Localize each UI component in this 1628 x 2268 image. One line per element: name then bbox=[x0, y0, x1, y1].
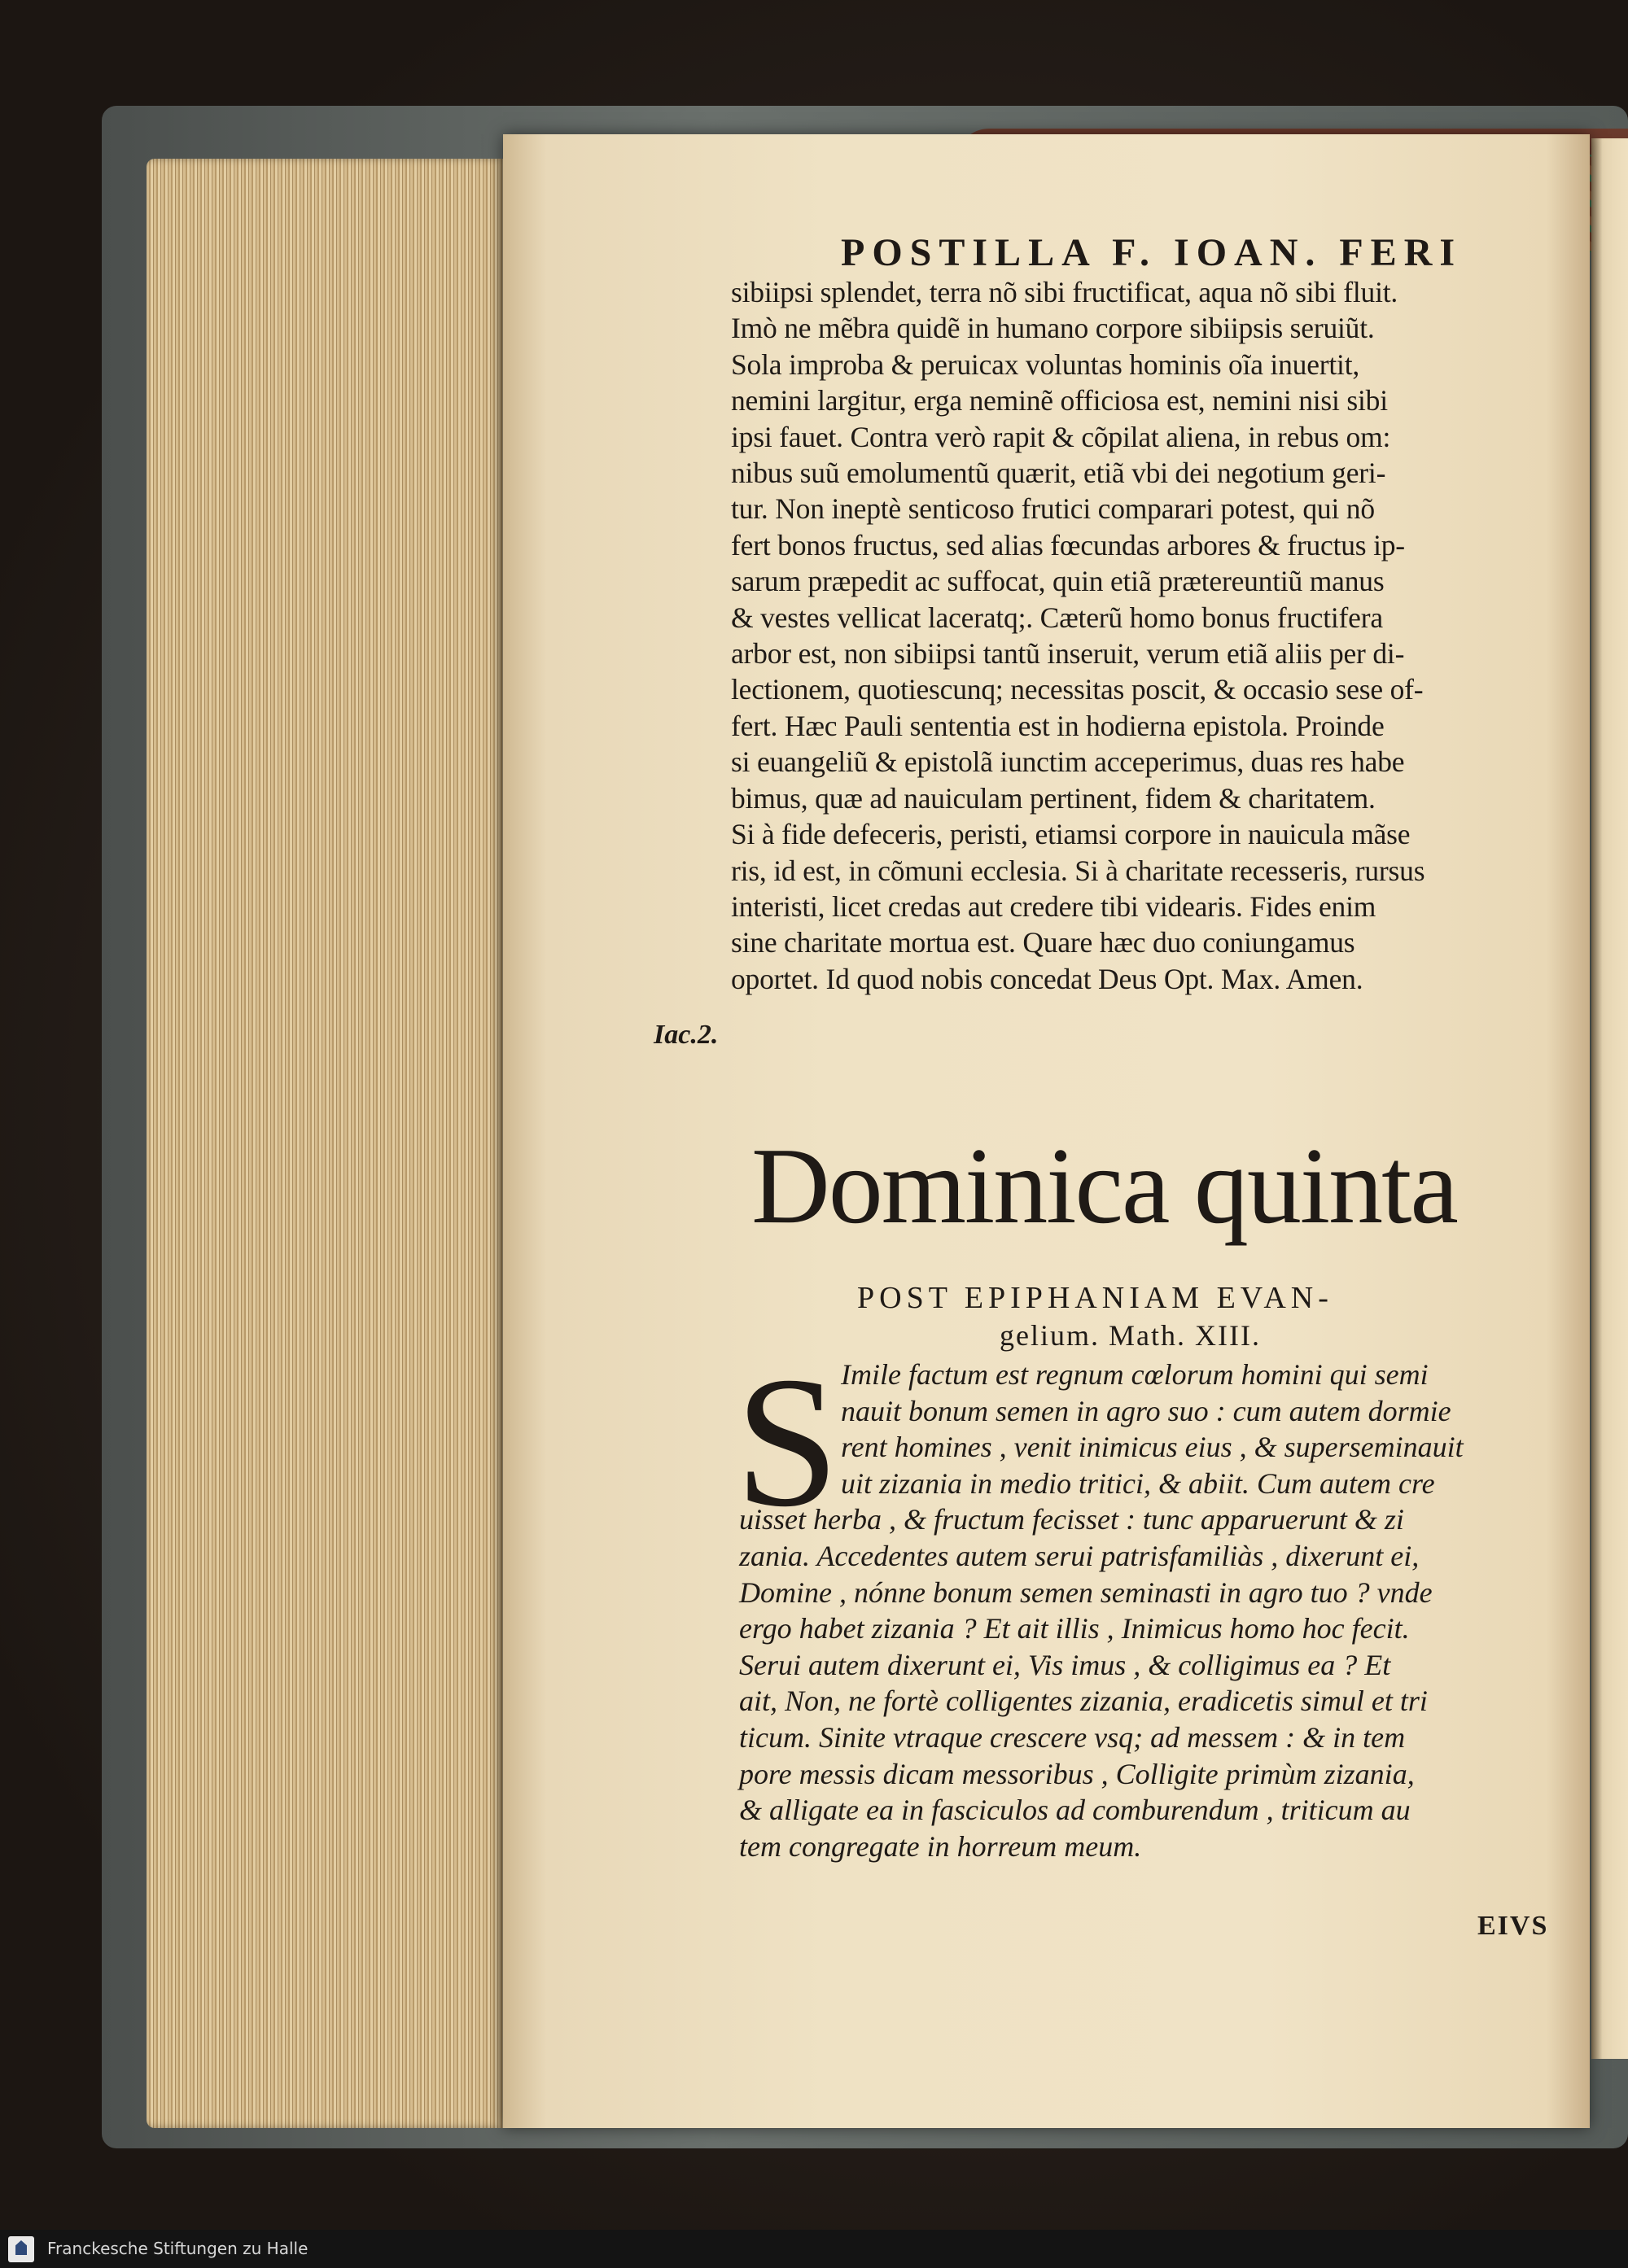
gospel-line: Serui autem dixerunt ei, Vis imus , & colligimus ea ? Et bbox=[739, 1648, 1391, 1681]
page-block-edges bbox=[147, 159, 505, 2128]
body-line: fert bonos fructus, sed alias fœcundas arbores & fructus ip- bbox=[731, 528, 1405, 562]
body-line: nibus suũ emolumentũ quærit, etiã vbi dei negotium geri- bbox=[731, 457, 1386, 490]
gospel-line: uit zizania in medio tritici, & abiit. Cum autem cre bbox=[841, 1466, 1435, 1500]
body-line: sarum præpedit ac suffocat, quin etiã prætereuntiũ manus bbox=[731, 565, 1385, 598]
body-line: sine charitate mortua est. Quare hæc duo coniungamus bbox=[731, 926, 1355, 959]
body-line: tur. Non ineptè senticoso frutici comparari potest, qui nõ bbox=[731, 492, 1375, 526]
body-line: si euangeliũ & epistolã iunctim acceperimus, duas res habe bbox=[731, 745, 1405, 779]
catchword: EIVS bbox=[1477, 1911, 1549, 1941]
section-subtitle-reference: gelium. Math. XIII. bbox=[1000, 1319, 1261, 1352]
gospel-line: uisset herba , & fructum fecisset : tunc apparuerunt & zi bbox=[739, 1503, 1404, 1536]
gospel-line: rent homines , venit inimicus eius , & superseminauit bbox=[841, 1431, 1464, 1464]
body-line: sibiipsi splendet, terra nõ sibi fructificat, aqua nõ sibi fluit. bbox=[731, 276, 1398, 308]
body-text bbox=[731, 274, 1586, 997]
body-line: ipsi fauet. Contra verò rapit & cõpilat aliena, in rebus om: bbox=[731, 420, 1391, 453]
section-title: Dominica quinta bbox=[751, 1125, 1457, 1246]
footer-institution: Franckesche Stiftungen zu Halle bbox=[47, 2239, 309, 2258]
body-line: lectionem, quotiescunq; necessitas poscit, & occasio sese of- bbox=[731, 673, 1424, 706]
body-line: Si à fide defeceris, peristi, etiamsi corpore in nauicula mãse bbox=[731, 818, 1411, 851]
body-line: oportet. Id quod nobis concedat Deus Opt. Max. Amen. bbox=[731, 962, 1363, 995]
gospel-line: Domine , nónne bonum semen seminasti in agro tuo ? vnde bbox=[739, 1575, 1433, 1609]
body-line: Sola improba & peruicax voluntas hominis oĩa inuertit, bbox=[731, 347, 1360, 381]
book-page bbox=[503, 134, 1590, 2128]
gospel-line: ticum. Sinite vtraque crescere vsq; ad messem : & in tem bbox=[739, 1720, 1406, 1754]
body-line: nemini largitur, erga neminẽ officiosa est, nemini nisi sibi bbox=[731, 384, 1388, 417]
running-head: POSTILLA F. IOAN. FERI bbox=[841, 231, 1463, 274]
drop-cap: S bbox=[735, 1338, 839, 1545]
gospel-line: ergo habet zizania ? Et ait illis , Inimicus homo hoc fecit. bbox=[739, 1612, 1410, 1645]
gospel-text bbox=[739, 1357, 1594, 1864]
body-line: ris, id est, in cõmuni ecclesia. Si à charitate recesseris, rursus bbox=[731, 854, 1425, 887]
body-line: bimus, quæ ad nauiculam pertinent, fidem & charitatem. bbox=[731, 781, 1376, 815]
body-line: & vestes vellicat laceratq;. Cæterũ homo bonus fructifera bbox=[731, 601, 1383, 634]
institution-logo-icon bbox=[8, 2236, 34, 2262]
body-line: fert. Hæc Pauli sententia est in hodierna epistola. Proinde bbox=[731, 709, 1385, 742]
gospel-line: nauit bonum semen in agro suo : cum autem dormie bbox=[841, 1394, 1451, 1427]
gospel-line: zania. Accedentes autem serui patrisfamiliàs , dixerunt ei, bbox=[739, 1539, 1420, 1572]
gospel-line: ait, Non, ne fortè colligentes zizania, eradicetis simul et tri bbox=[739, 1685, 1428, 1718]
section-subtitle: POST EPIPHANIAM EVAN- bbox=[857, 1281, 1333, 1315]
gospel-line: & alligate ea in fasciculos ad comburendum , triticum au bbox=[739, 1794, 1411, 1827]
facing-page-edge bbox=[1591, 138, 1628, 2059]
body-line: Imò ne mẽbra quidẽ in humano corpore sibiipsis seruiũt. bbox=[731, 312, 1375, 345]
gospel-line: pore messis dicam messoribus , Colligite primùm zizania, bbox=[739, 1757, 1415, 1790]
gospel-line: tem congregate in horreum meum. bbox=[739, 1829, 1142, 1863]
gospel-line: Imile factum est regnum cœlorum homini qui semi bbox=[841, 1358, 1429, 1391]
body-line: arbor est, non sibiipsi tantũ inseruit, verum etiã aliis per di- bbox=[731, 637, 1405, 671]
body-line: interisti, licet credas aut credere tibi videaris. Fides enim bbox=[731, 889, 1376, 923]
margin-note: Iac.2. bbox=[654, 1020, 719, 1050]
